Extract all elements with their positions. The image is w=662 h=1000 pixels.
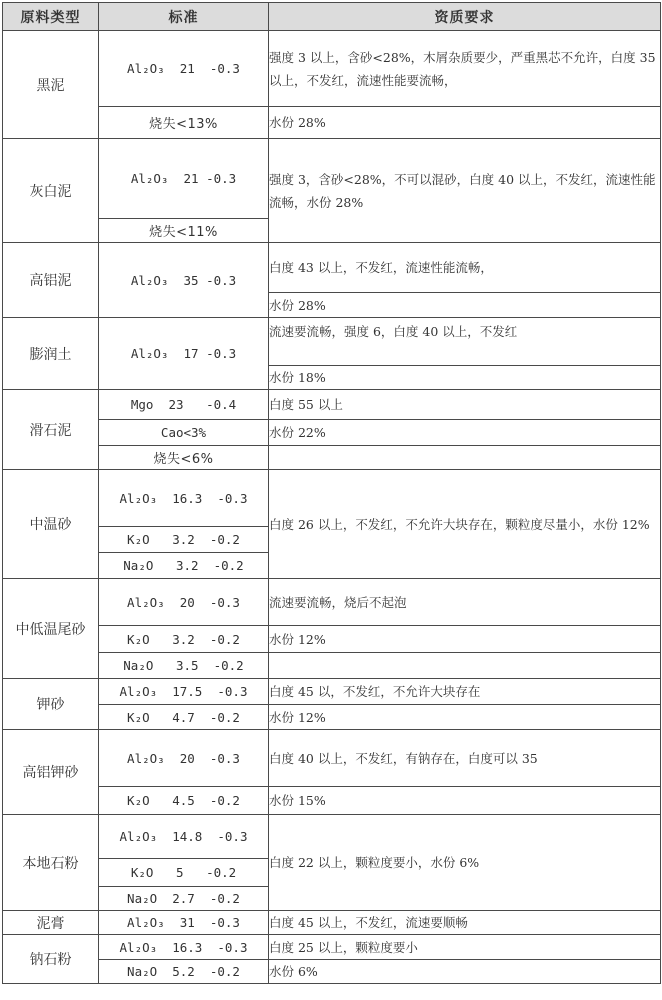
header-material: 原料类型: [3, 3, 99, 31]
standard-value: Al₂O₃ 35 -0.3: [99, 243, 269, 318]
table-row: [3, 935, 661, 960]
standard-value: K₂O 5 -0.2: [99, 859, 269, 887]
standard-value: Al₂O₃ 20 -0.3: [99, 579, 269, 626]
table-row: [3, 579, 661, 626]
requirement-text: 白度 43 以上，不发红，流速性能流畅，: [269, 243, 661, 293]
requirement-text: 白度 22 以上，颗粒度要小，水份 6%: [269, 815, 661, 911]
table-row: [3, 679, 661, 705]
material-name: 中温砂: [3, 470, 99, 579]
requirement-text: 水份 28%: [269, 107, 661, 139]
material-name: 黑泥: [3, 31, 99, 139]
header-requirement: 资质要求: [269, 3, 661, 31]
requirement-text: 水份 6%: [269, 960, 661, 984]
requirement-text: 水份 15%: [269, 787, 661, 815]
table-row: [3, 960, 661, 984]
standard-value: K₂O 3.2 -0.2: [99, 527, 269, 553]
requirement-text: 白度 45 以上，不发红，流速要顺畅: [269, 911, 661, 935]
table-row: [3, 911, 661, 935]
standard-value: Na₂O 3.2 -0.2: [99, 553, 269, 579]
standard-value: K₂O 4.5 -0.2: [99, 787, 269, 815]
standard-value: Al₂O₃ 16.3 -0.3: [99, 470, 269, 527]
table-row: [3, 787, 661, 815]
table-row: [3, 390, 661, 420]
table-row: [3, 446, 661, 470]
requirement-empty: [269, 446, 661, 470]
material-name: 高铝泥: [3, 243, 99, 318]
requirement-text: 流速要流畅，烧后不起泡: [269, 579, 661, 626]
requirement-text: 水份 22%: [269, 420, 661, 446]
standard-value: 烧失<13%: [99, 107, 269, 139]
material-name: 灰白泥: [3, 139, 99, 243]
requirement-text: 白度 26 以上，不发红，不允许大块存在，颗粒度尽量小，水份 12%: [269, 470, 661, 579]
requirement-text: 水份 12%: [269, 705, 661, 730]
requirement-text: 白度 25 以上，颗粒度要小: [269, 935, 661, 960]
standard-value: Al₂O₃ 17 -0.3: [99, 318, 269, 390]
requirement-text: 强度 3 以上，含砂<28%，木屑杂质要少，严重黑芯不允许，白度 35 以上，不发红，流速性能要流畅，: [269, 31, 661, 107]
table-row: [3, 730, 661, 787]
requirement-text: 水份 28%: [269, 293, 661, 318]
requirement-text: 白度 45 以，不发红，不允许大块存在: [269, 679, 661, 705]
table-row: [3, 243, 661, 293]
requirement-empty: [269, 653, 661, 679]
raw-material-spec-table: [2, 2, 661, 984]
standard-value: Al₂O₃ 16.3 -0.3: [99, 935, 269, 960]
table-row: [3, 139, 661, 219]
standard-value: Al₂O₃ 21 -0.3: [99, 139, 269, 219]
standard-value: Mgo 23 -0.4: [99, 390, 269, 420]
standard-value: 烧失<11%: [99, 219, 269, 243]
requirement-text: 水份 18%: [269, 366, 661, 390]
requirement-text: 水份 12%: [269, 626, 661, 653]
material-name: 滑石泥: [3, 390, 99, 470]
standard-value: Al₂O₃ 21 -0.3: [99, 31, 269, 107]
material-name: 钾砂: [3, 679, 99, 730]
standard-value: K₂O 4.7 -0.2: [99, 705, 269, 730]
standard-value: Al₂O₃ 31 -0.3: [99, 911, 269, 935]
table-row: [3, 420, 661, 446]
table-row: [3, 705, 661, 730]
requirement-text: 流速要流畅，强度 6，白度 40 以上，不发红: [269, 318, 661, 366]
standard-value: Al₂O₃ 17.5 -0.3: [99, 679, 269, 705]
table-row: [3, 626, 661, 653]
header-row: [3, 3, 661, 31]
standard-value: Na₂O 2.7 -0.2: [99, 887, 269, 911]
table-row: [3, 318, 661, 366]
material-name: 中低温尾砂: [3, 579, 99, 679]
table-row: [3, 815, 661, 859]
material-name: 高铝钾砂: [3, 730, 99, 815]
material-name: 本地石粉: [3, 815, 99, 911]
requirement-text: 强度 3，含砂<28%，不可以混砂，白度 40 以上，不发红，流速性能流畅，水份 28%: [269, 139, 661, 243]
requirement-text: 白度 40 以上，不发红，有钠存在，白度可以 35: [269, 730, 661, 787]
standard-value: Na₂O 5.2 -0.2: [99, 960, 269, 984]
table-row: [3, 653, 661, 679]
material-name: 膨润土: [3, 318, 99, 390]
header-standard: 标准: [99, 3, 269, 31]
table-row: [3, 31, 661, 107]
standard-value: Cao<3%: [99, 420, 269, 446]
standard-value: Al₂O₃ 14.8 -0.3: [99, 815, 269, 859]
material-name: 泥膏: [3, 911, 99, 935]
standard-value: Na₂O 3.5 -0.2: [99, 653, 269, 679]
table-row: [3, 470, 661, 527]
standard-value: 烧失<6%: [99, 446, 269, 470]
material-name: 钠石粉: [3, 935, 99, 984]
standard-value: K₂O 3.2 -0.2: [99, 626, 269, 653]
standard-value: Al₂O₃ 20 -0.3: [99, 730, 269, 787]
table-row: [3, 107, 661, 139]
requirement-text: 白度 55 以上: [269, 390, 661, 420]
